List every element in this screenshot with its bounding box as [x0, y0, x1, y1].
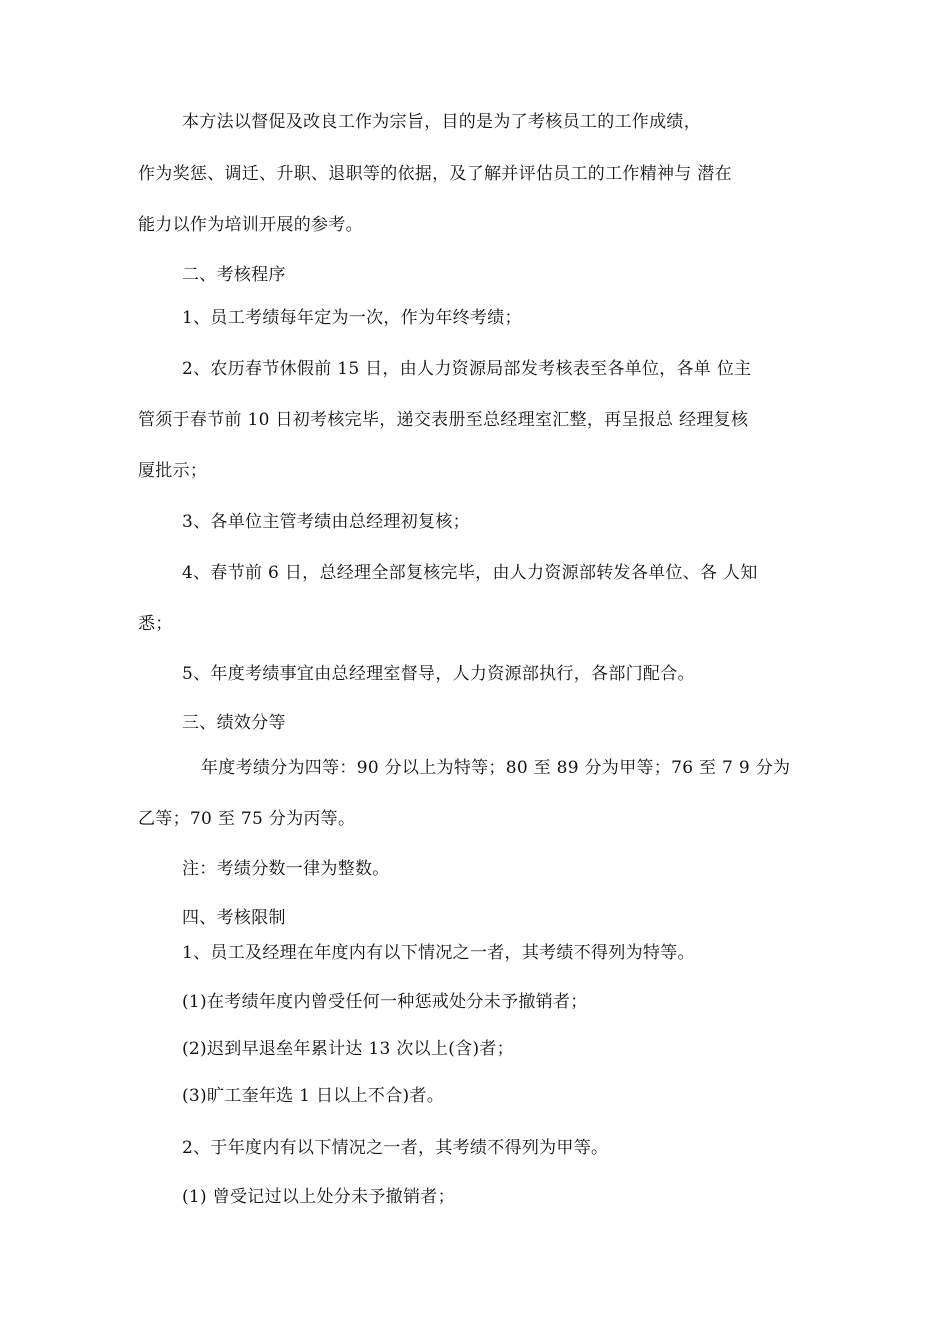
- paragraph-purpose-line-2: 作为奖惩、调迁、升职、退职等的依据，及了解并评估员工的工作精神与 潜在: [138, 164, 732, 184]
- procedure-item-1: 1、员工考绩每年定为一次，作为年终考绩；: [182, 308, 522, 328]
- restriction-item-1-sub-2: (2)迟到早退垒年累计达 13 次以上(含)者；: [182, 1039, 514, 1059]
- paragraph-purpose-line-3: 能力以作为培训开展的参考。: [138, 215, 363, 235]
- procedure-item-2-line-1: 2、农历春节休假前 15 日，由人力资源局部发考核表至各单位，各单 位主: [182, 359, 752, 379]
- procedure-item-4-line-1: 4、春节前 6 日，总经理全部复核完毕，由人力资源部转发各单位、各 人知: [182, 563, 758, 583]
- procedure-item-3: 3、各单位主管考绩由总经理初复核；: [182, 512, 470, 532]
- restriction-item-2-sub-1: (1) 曾受记过以上处分未予撤销者；: [182, 1187, 455, 1207]
- procedure-item-2-line-3: 厦批示；: [138, 461, 208, 481]
- section-heading-restrictions: 四、考核限制: [182, 908, 286, 928]
- paragraph-purpose-line-1: 本方法以督促及改良工作为宗旨，目的是为了考核员工的工作成绩，: [182, 112, 701, 132]
- grading-note: 注：考绩分数一律为整数。: [182, 859, 390, 879]
- grading-paragraph-line-1: 年度考绩分为四等：90 分以上为特等；80 至 89 分为甲等；76 至 7 9 分为: [201, 758, 791, 778]
- procedure-item-5: 5、年度考绩事宜由总经理室督导，人力资源部执行，各部门配合。: [182, 664, 695, 684]
- restriction-item-1: 1、员工及经理在年度内有以下情况之一者，其考绩不得列为特等。: [182, 943, 695, 963]
- procedure-item-2-line-2: 管须于春节前 10 日初考核完毕，递交表册至总经理室汇整，再呈报总 经理复核: [138, 410, 749, 430]
- grading-paragraph-line-2: 乙等；70 至 75 分为丙等。: [138, 809, 356, 829]
- section-heading-grading: 三、绩效分等: [182, 713, 286, 733]
- procedure-item-4-line-2: 悉；: [138, 614, 173, 634]
- restriction-item-1-sub-1: (1)在考绩年度内曾受任何一种惩戒处分未予撤销者；: [182, 992, 588, 1012]
- restriction-item-1-sub-3: (3)旷工奎年选 1 日以上不合)者。: [182, 1086, 445, 1106]
- section-heading-procedure: 二、考核程序: [182, 265, 286, 285]
- restriction-item-2: 2、于年度内有以下情况之一者，其考绩不得列为甲等。: [182, 1138, 609, 1158]
